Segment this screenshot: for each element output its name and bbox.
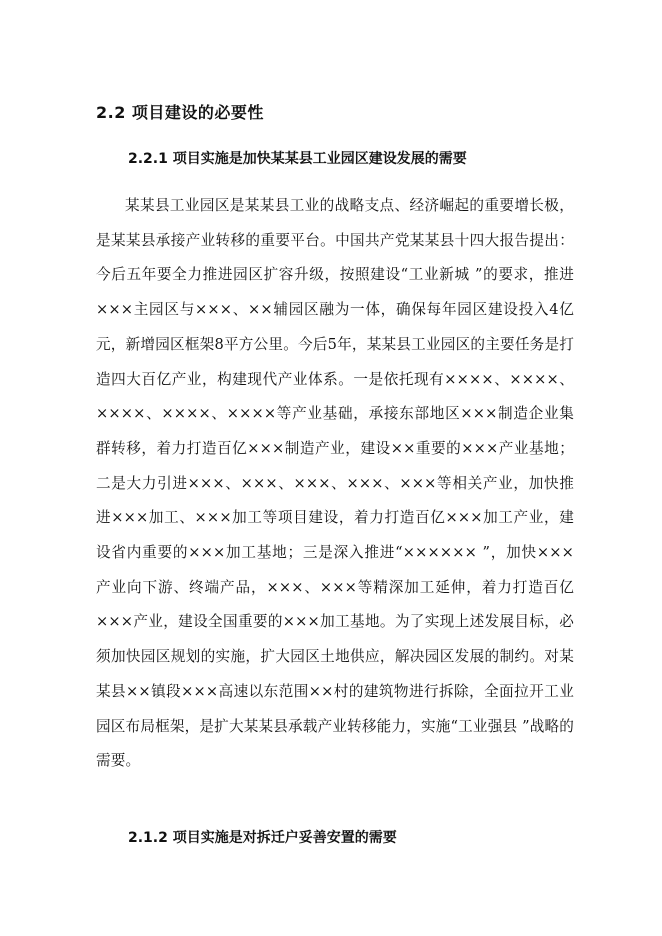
subsection-heading-industrial-park: 2.2.1 项目实施是加快某某县工业园区建设发展的需要 (128, 151, 467, 167)
section-heading: 2.2 项目建设的必要性 (96, 103, 264, 122)
body-paragraph: 某某县工业园区是某某县工业的战略支点、经济崛起的重要增长极，是某某县承接产业转移的重要平台。中国共产党某某县十四大报告提出：今后五年要全力推进园区扩容升级，按照建设“工业新城 ”的要求，推进×××主园区与×××、××辅园区融为一体，确保每年园区建设投入4亿元，新增园区框架8平方公里。今后5年，某某县工业园区的主要任务是打造四大百亿产业，构建现代产业体系。一是依托现有××××、××××、××××、××××、××××等产业基础，承接东部地区×××制造企业集群转移，着力打造百亿×××制造产业，建设××重要的×××产业基地；二是大力引进×××、×××、×××、×××、×××等相关产业，加快推进×××加工、×××加工等项目建设，着力打造百亿×××加工产业，建设省内重要的×××加工基地；三是深入推进“×××××× ”，加快×××产业向下游、终端产品，×××、×××等精深加工延伸，着力打造百亿×××产业，建设全国重要的×××加工基地。为了实现上述发展目标，必须加快园区规划的实施，扩大园区土地供应，解决园区发展的制约。对某某县××镇段×××高速以东范围××村的建筑物进行拆除，全面拉开工业园区布局框架，是扩大某某县承载产业转移能力，实施“工业强县 ”战略的需要。 (96, 197, 574, 770)
subsection-heading-resettlement: 2.1.2 项目实施是对拆迁户妥善安置的需要 (128, 830, 397, 846)
